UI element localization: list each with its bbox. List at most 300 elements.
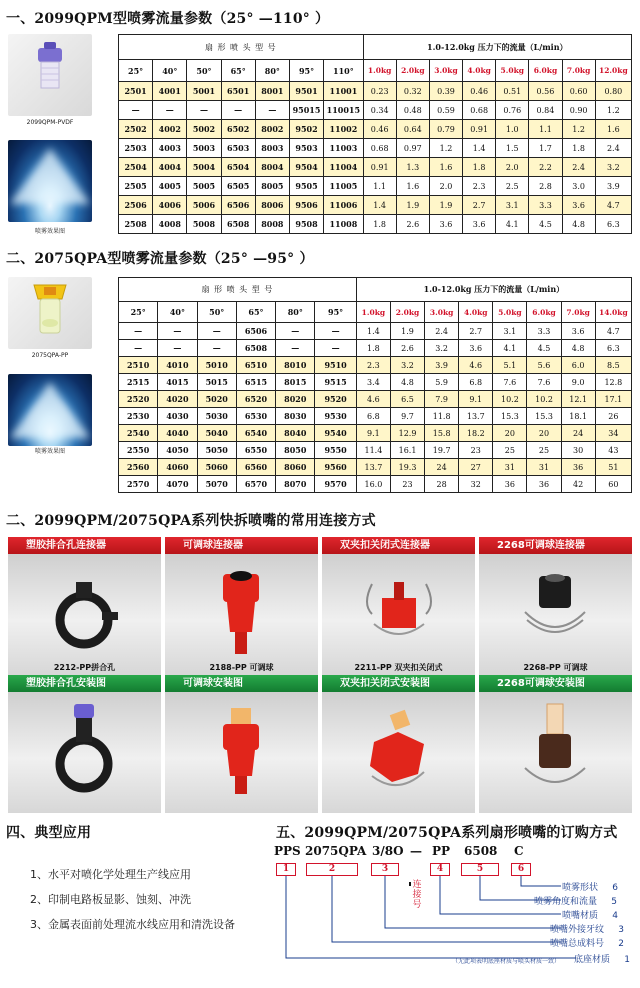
model-cell: 11002	[324, 120, 363, 139]
base-material-note: （无此项表明底座材质与喷头材质一致）	[452, 958, 561, 965]
model-cell: 2503	[119, 139, 153, 158]
pressure-header: 7.0kg	[561, 302, 595, 323]
model-cell: 2540	[119, 425, 158, 442]
model-cell: 2570	[119, 476, 158, 493]
flow-cell: 31	[493, 459, 527, 476]
flow-cell: 27	[459, 459, 493, 476]
flow-cell: 1.5	[496, 139, 529, 158]
order-note: 底座材质 1	[574, 955, 631, 965]
spray-effect-photo-1	[8, 140, 92, 222]
table-row	[119, 215, 632, 234]
model-cell: 4020	[158, 391, 197, 408]
model-cell: 110015	[324, 101, 363, 120]
flow-cell: 43	[595, 442, 631, 459]
flow-cell: 7.6	[493, 374, 527, 391]
pressure-header: 5.0kg	[493, 302, 527, 323]
flow-cell: 20	[493, 425, 527, 442]
angle-header: 40°	[153, 60, 187, 82]
flow-cell: 0.64	[396, 120, 429, 139]
flow-cell: 51	[595, 459, 631, 476]
flow-cell: 4.7	[595, 196, 631, 215]
table-row	[119, 442, 632, 459]
flow-cell: 19.3	[390, 459, 424, 476]
model-cell: 4060	[158, 459, 197, 476]
model-cell: —	[197, 340, 236, 357]
install-ball-icon	[165, 692, 318, 813]
model-cell: —	[221, 101, 255, 120]
connector-label: 2268-PP 可调球	[523, 663, 588, 672]
flow-cell: 4.5	[529, 215, 562, 234]
model-cell: 6510	[236, 357, 275, 374]
model-cell: 8020	[276, 391, 315, 408]
flow-cell: 3.6	[562, 196, 595, 215]
flow-cell: 9.7	[390, 408, 424, 425]
flow-cell: 2.6	[390, 340, 424, 357]
code-part: PP	[432, 844, 451, 858]
order-note: 喷雾形状 6	[562, 883, 619, 893]
angle-header: 95°	[315, 302, 356, 323]
model-cell: 6508	[236, 340, 275, 357]
angle-header: 65°	[221, 60, 255, 82]
flow-cell: 0.60	[562, 82, 595, 101]
pipe-clamp-icon	[8, 554, 161, 675]
flow-cell: 0.91	[363, 158, 396, 177]
model-cell: 6550	[236, 442, 275, 459]
install-header: 塑胶排合孔安装图	[8, 675, 161, 692]
flow-cell: 2.3	[463, 177, 496, 196]
model-cell: —	[158, 323, 197, 340]
connector-header: 2268可调球连接器	[479, 537, 632, 554]
model-cell: 4003	[153, 139, 187, 158]
flow-cell: 2.5	[496, 177, 529, 196]
flow-cell: 3.2	[595, 158, 631, 177]
table-row	[119, 139, 632, 158]
model-cell: 2505	[119, 177, 153, 196]
model-cell: 6540	[236, 425, 275, 442]
model-cell: 8070	[276, 476, 315, 493]
spray-effect-photo-2	[8, 374, 92, 446]
table-row	[119, 323, 632, 340]
model-cell: 5060	[197, 459, 236, 476]
flow-cell: 1.9	[390, 323, 424, 340]
model-cell: 5020	[197, 391, 236, 408]
flow-cell: 5.9	[425, 374, 459, 391]
model-cell: 8005	[255, 177, 289, 196]
adjustable-ball-icon	[479, 554, 632, 675]
application-item: 2、印制电路板显影、蚀刻、冲洗	[30, 893, 191, 906]
flow-cell: 30	[561, 442, 595, 459]
flow-cell: 26	[595, 408, 631, 425]
model-cell: 4005	[153, 177, 187, 196]
order-note: 喷雾角度和流量 5	[534, 897, 618, 907]
code-part: —	[410, 844, 422, 858]
flow-cell: 16.0	[356, 476, 390, 493]
flow-cell: 1.4	[356, 323, 390, 340]
model-cell: 6506	[221, 196, 255, 215]
flow-cell: 4.8	[562, 215, 595, 234]
flow-cell: 7.6	[527, 374, 561, 391]
model-cell: 6501	[221, 82, 255, 101]
model-cell: 8015	[276, 374, 315, 391]
model-cell: 4002	[153, 120, 187, 139]
pressure-header: 2.0kg	[390, 302, 424, 323]
flow-cell: 42	[561, 476, 595, 493]
flow-cell: 3.3	[529, 196, 562, 215]
model-cell: 2520	[119, 391, 158, 408]
model-cell: 6515	[236, 374, 275, 391]
model-cell: 4015	[158, 374, 197, 391]
model-cell: —	[197, 323, 236, 340]
model-cell: 2530	[119, 408, 158, 425]
model-cell: 8001	[255, 82, 289, 101]
flow-cell: 12.9	[390, 425, 424, 442]
install-cell-ball	[165, 692, 318, 813]
model-cell: 5050	[197, 442, 236, 459]
flow-cell: 0.68	[463, 101, 496, 120]
flow-cell: 9.1	[459, 391, 493, 408]
pressure-header: 3.0kg	[425, 302, 459, 323]
model-cell: 9501	[289, 82, 323, 101]
model-cell: 2510	[119, 357, 158, 374]
flow-cell: 6.3	[595, 340, 631, 357]
flow-cell: 0.39	[429, 82, 462, 101]
pressure-header: 4.0kg	[463, 60, 496, 82]
model-cell: 11008	[324, 215, 363, 234]
model-cell: 11003	[324, 139, 363, 158]
flow-cell: 1.9	[396, 196, 429, 215]
flow-cell: 1.2	[562, 120, 595, 139]
spray-caption-2: 喷雾效果图	[34, 448, 65, 455]
flow-cell: 28	[425, 476, 459, 493]
angle-header: 25°	[119, 60, 153, 82]
table-row	[119, 408, 632, 425]
flow-cell: 1.1	[363, 177, 396, 196]
flow-cell: 36	[561, 459, 595, 476]
code-part: C	[514, 844, 524, 858]
flow-cell: 16.1	[390, 442, 424, 459]
model-cell: 4010	[158, 357, 197, 374]
flow-cell: 15.3	[493, 408, 527, 425]
flow-cell: 18.1	[561, 408, 595, 425]
flow-cell: 0.91	[463, 120, 496, 139]
nozzle-photo-2099qpm	[8, 34, 92, 116]
table1-model-header: 扇 形 喷 头 型 号	[119, 35, 364, 60]
flow-cell: 1.4	[363, 196, 396, 215]
order-note: 喷嘴材质 4	[562, 911, 619, 921]
connector-header: 可调球连接器	[165, 537, 318, 554]
section2-title: 二、2075QPA型喷雾流量参数（25° —95° ）	[6, 251, 314, 267]
flow-cell: 4.8	[561, 340, 595, 357]
install-header: 2268可调球安装图	[479, 675, 632, 692]
flow-cell: 4.1	[496, 215, 529, 234]
application-item: 1、水平对喷化学处理生产线应用	[30, 868, 191, 881]
flow-cell: 15.8	[425, 425, 459, 442]
model-cell: 5040	[197, 425, 236, 442]
order-box: 4	[430, 863, 450, 876]
nozzle-photo-2075qpa	[8, 277, 92, 349]
flow-cell: 60	[595, 476, 631, 493]
flow-cell: 1.6	[429, 158, 462, 177]
flow-cell: 23	[390, 476, 424, 493]
model-cell: 6530	[236, 408, 275, 425]
model-cell: 11001	[324, 82, 363, 101]
flow-cell: 2.4	[562, 158, 595, 177]
code-part: 6508	[464, 844, 498, 858]
flow-cell: 0.79	[429, 120, 462, 139]
flow-cell: 7.9	[425, 391, 459, 408]
install-2268-icon	[479, 692, 632, 813]
table-row	[119, 158, 632, 177]
model-cell: 4050	[158, 442, 197, 459]
connector-cell-double-clip	[322, 554, 475, 675]
table-row	[119, 177, 632, 196]
flow-cell: 0.80	[595, 82, 631, 101]
flow-cell: 1.2	[429, 139, 462, 158]
flow-cell: 0.59	[429, 101, 462, 120]
flow-cell: 4.7	[595, 323, 631, 340]
flow-cell: 0.97	[396, 139, 429, 158]
model-cell: 5030	[197, 408, 236, 425]
flow-cell: 3.1	[496, 196, 529, 215]
section5-title: 五、2099QPM/2075QPA系列扇形喷嘴的订购方式	[276, 825, 618, 841]
model-cell: 6570	[236, 476, 275, 493]
flow-cell: 0.76	[496, 101, 529, 120]
flow-cell: 13.7	[356, 459, 390, 476]
install-cell-double-clip	[322, 692, 475, 813]
model-cell: —	[255, 101, 289, 120]
flow-cell: 0.46	[463, 82, 496, 101]
model-cell: 9505	[289, 177, 323, 196]
model-cell: 4008	[153, 215, 187, 234]
angle-header: 80°	[276, 302, 315, 323]
model-cell: 11004	[324, 158, 363, 177]
flow-cell: 3.1	[493, 323, 527, 340]
model-cell: 9560	[315, 459, 356, 476]
model-cell: 5010	[197, 357, 236, 374]
flow-cell: 9.0	[561, 374, 595, 391]
model-cell: 6505	[221, 177, 255, 196]
angle-header: 40°	[158, 302, 197, 323]
flow-cell: 4.6	[356, 391, 390, 408]
table-row	[119, 459, 632, 476]
flow-cell: 0.34	[363, 101, 396, 120]
flow-cell: 8.5	[595, 357, 631, 374]
model-cell: —	[153, 101, 187, 120]
double-clip-icon	[322, 554, 475, 675]
model-cell: 8006	[255, 196, 289, 215]
model-cell: 8010	[276, 357, 315, 374]
flow-cell: 5.1	[493, 357, 527, 374]
model-cell: —	[315, 340, 356, 357]
model-cell: 5005	[187, 177, 221, 196]
model-cell: —	[119, 340, 158, 357]
connector-header: 双夹扣关闭式连接器	[322, 537, 475, 554]
connector-cell-clamp	[8, 554, 161, 675]
model-cell: 2504	[119, 158, 153, 177]
angle-header: 50°	[197, 302, 236, 323]
connector-cell-ball	[165, 554, 318, 675]
model-cell: —	[187, 101, 221, 120]
flow-cell: 2.0	[496, 158, 529, 177]
table-row	[119, 374, 632, 391]
flow-cell: 3.3	[527, 323, 561, 340]
flow-cell: 25	[493, 442, 527, 459]
model-cell: 11005	[324, 177, 363, 196]
model-cell: 9510	[315, 357, 356, 374]
model-cell: 2501	[119, 82, 153, 101]
pressure-header: 7.0kg	[562, 60, 595, 82]
flow-cell: 3.6	[561, 323, 595, 340]
model-cell: 2560	[119, 459, 158, 476]
nozzle-2075-icon	[8, 277, 92, 349]
pressure-header: 4.0kg	[459, 302, 493, 323]
code-part: 3/8O	[372, 844, 404, 858]
pressure-header: 5.0kg	[496, 60, 529, 82]
table-row	[119, 476, 632, 493]
pressure-header: 14.0kg	[595, 302, 631, 323]
flow-cell: 3.6	[429, 215, 462, 234]
flow-cell: 3.6	[459, 340, 493, 357]
flow-cell: 6.8	[459, 374, 493, 391]
angle-header: 65°	[236, 302, 275, 323]
install-cell-clamp	[8, 692, 161, 813]
angle-header: 25°	[119, 302, 158, 323]
flow-cell: 3.9	[595, 177, 631, 196]
model-cell: 5006	[187, 196, 221, 215]
model-cell: 5008	[187, 215, 221, 234]
table2-model-header: 扇 形 喷 头 型 号	[119, 278, 357, 302]
flow-cell: 3.6	[463, 215, 496, 234]
model-cell: 5003	[187, 139, 221, 158]
model-cell: 2508	[119, 215, 153, 234]
section3-title: 二、2099QPM/2075QPA系列快拆喷嘴的常用连接方式	[6, 513, 376, 529]
flow-cell: 23	[459, 442, 493, 459]
model-cell: 9530	[315, 408, 356, 425]
flow-cell: 0.48	[396, 101, 429, 120]
order-note: 喷嘴总成料号 2	[550, 939, 625, 949]
model-cell: —	[119, 323, 158, 340]
model-cell: 2550	[119, 442, 158, 459]
model-cell: 9502	[289, 120, 323, 139]
flow-cell: 2.7	[459, 323, 493, 340]
flow-cell: 1.2	[595, 101, 631, 120]
model-cell: 6503	[221, 139, 255, 158]
flow-cell: 19.7	[425, 442, 459, 459]
flow-cell: 4.5	[527, 340, 561, 357]
model-cell: 9520	[315, 391, 356, 408]
model-cell: 6504	[221, 158, 255, 177]
section4-title: 四、典型应用	[6, 825, 92, 841]
flow-cell: 1.0	[496, 120, 529, 139]
flow-cell: 2.4	[595, 139, 631, 158]
flow-cell: 6.8	[356, 408, 390, 425]
model-cell: 11006	[324, 196, 363, 215]
model-cell: 4004	[153, 158, 187, 177]
flow-cell: 4.1	[493, 340, 527, 357]
model-cell: 9540	[315, 425, 356, 442]
model-cell: 8004	[255, 158, 289, 177]
connector-label: 2188-PP 可调球	[209, 663, 274, 672]
pressure-header: 1.0kg	[356, 302, 390, 323]
model-cell: 6508	[221, 215, 255, 234]
table1-flow-header: 1.0-12.0kg 压力下的流量（L/min）	[363, 35, 631, 60]
model-cell: 8060	[276, 459, 315, 476]
flow-cell: 0.90	[562, 101, 595, 120]
section1-title: 一、2099QPM型喷雾流量参数（25° —110° ）	[6, 11, 330, 27]
connector-label: 2211-PP 双夹扣关闭式	[354, 663, 443, 672]
install-header: 可调球安装图	[165, 675, 318, 692]
order-note: 喷嘴外接牙纹 3	[550, 925, 625, 935]
flow-cell: 0.51	[496, 82, 529, 101]
flow-cell: 0.46	[363, 120, 396, 139]
flow-cell: 0.68	[363, 139, 396, 158]
flow-cell: 5.6	[527, 357, 561, 374]
table-row	[119, 340, 632, 357]
flow-cell: 10.2	[493, 391, 527, 408]
flow-cell: 6.5	[390, 391, 424, 408]
model-cell: 2506	[119, 196, 153, 215]
flow-cell: 12.1	[561, 391, 595, 408]
flow-cell: 0.84	[529, 101, 562, 120]
flow-cell: 2.3	[356, 357, 390, 374]
model-cell: 6560	[236, 459, 275, 476]
model-cell: 4030	[158, 408, 197, 425]
model-cell: 4001	[153, 82, 187, 101]
pressure-header: 1.0kg	[363, 60, 396, 82]
model-cell: —	[276, 323, 315, 340]
model-cell: 8050	[276, 442, 315, 459]
model-cell: 5015	[197, 374, 236, 391]
flow-cell: 6.3	[595, 215, 631, 234]
flow-cell: 1.9	[429, 196, 462, 215]
flow-cell: 11.4	[356, 442, 390, 459]
model-cell: 8030	[276, 408, 315, 425]
flow-cell: 4.8	[390, 374, 424, 391]
connector-label: 2212-PP拼合孔	[53, 663, 116, 672]
model-cell: 8003	[255, 139, 289, 158]
pressure-header: 6.0kg	[527, 302, 561, 323]
flow-cell: 17.1	[595, 391, 631, 408]
flow-cell: 1.8	[562, 139, 595, 158]
order-box: 2	[306, 863, 358, 876]
model-cell: 95015	[289, 101, 323, 120]
flow-cell: 1.3	[396, 158, 429, 177]
model-cell: 4040	[158, 425, 197, 442]
table-row	[119, 391, 632, 408]
model-cell: 9508	[289, 215, 323, 234]
flow-cell: 0.56	[529, 82, 562, 101]
model-cell: 5004	[187, 158, 221, 177]
model-cell: 6506	[236, 323, 275, 340]
flow-cell: 0.32	[396, 82, 429, 101]
order-box: 6	[511, 863, 531, 876]
application-item: 3、金属表面前处理流水线应用和清洗设备	[30, 918, 235, 931]
flow-cell: 9.1	[356, 425, 390, 442]
flow-cell: 1.8	[463, 158, 496, 177]
flow-cell: 13.7	[459, 408, 493, 425]
connector-label-vertical: 连接号	[412, 880, 422, 910]
flow-cell: 34	[595, 425, 631, 442]
angle-header: 80°	[255, 60, 289, 82]
angle-header: 95°	[289, 60, 323, 82]
flow-cell: 32	[459, 476, 493, 493]
table-row	[119, 196, 632, 215]
model-cell: 9504	[289, 158, 323, 177]
ball-joint-icon	[165, 554, 318, 675]
pressure-header: 12.0kg	[595, 60, 631, 82]
flow-cell: 18.2	[459, 425, 493, 442]
table-row	[119, 425, 632, 442]
